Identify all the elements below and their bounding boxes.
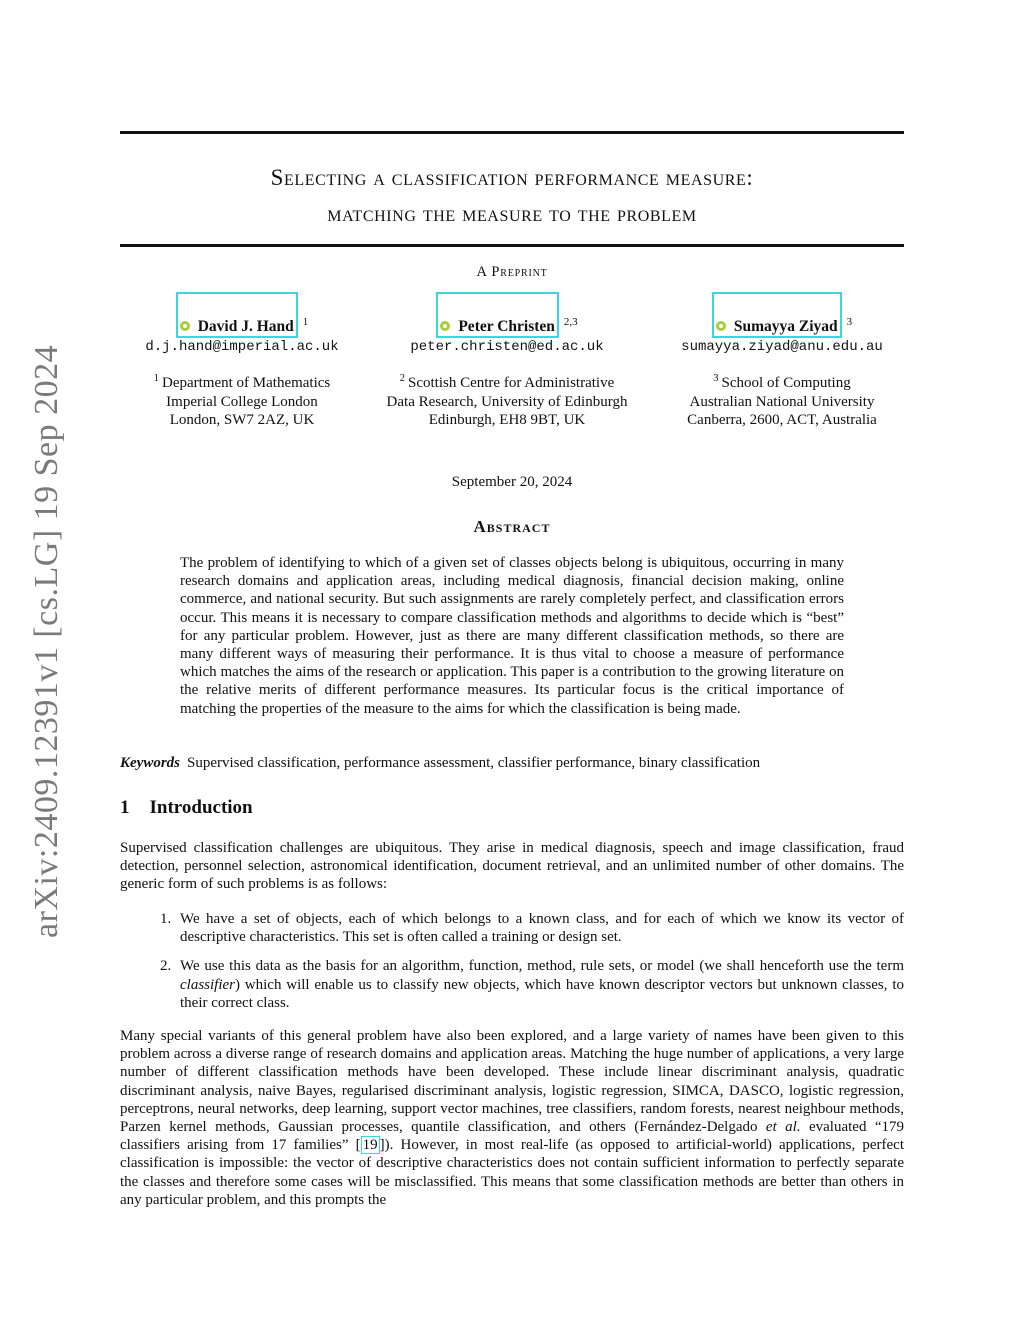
- list-item-emphasis: classifier: [180, 976, 235, 993]
- publication-date: September 20, 2024: [451, 474, 573, 490]
- keywords-label: Keywords: [120, 755, 180, 771]
- author-1-name: David J. Hand: [197, 318, 294, 335]
- list-item-text: We have a set of objects, each of which belongs to a known class, and for each of which we know its vector of descriptive characteristics. This set is often called a training or design set.: [180, 911, 904, 946]
- affiliation-1-sup: 1: [153, 373, 159, 384]
- section-heading-introduction: [120, 797, 253, 819]
- affiliation-3-line-2: Australian National University: [689, 393, 875, 410]
- abstract-text: The problem of identifying to which of a given set of classes objects belong is ubiquitous, occurring in many research domains and application areas, including medical diagnosis, financial decision making, online commerce, and national security. But such assignments are rarely completely perfect, and classification errors occur. This means it is necessary to compare classification methods and algorithms to decide which is “best” for any particular problem. However, just as there are many different classification methods, so there are many different ways of measuring their performance. It is thus vital to choose a measure of performance which matches the aims of the research or application. This paper is a contribution to the growing literature on the relative merits of different performance measures. Its particular focus is the critical importance of matching the properties of the measure to the aims for which the classification is being made.: [180, 555, 844, 717]
- citation-link-19[interactable]: 19: [362, 1137, 378, 1154]
- list-item-text-post: ) which will enable us to classify new objects, which have known descriptor vectors but unknown classes, to their correct class.: [180, 976, 904, 1011]
- list-item-number: 1.: [160, 911, 172, 927]
- affiliation-2-line-1: Scottish Centre for Administrative: [408, 375, 615, 391]
- author-2: [380, 292, 634, 355]
- paper-title: [120, 160, 904, 232]
- title-line-1: Selecting a classification performance measure:: [270, 165, 754, 190]
- para-2-pre: Many special variants of this general problem have also been explored, and a large variety of names have been given to this problem across a diverse range of research domains and application areas. Matching the huge number of applications, a very large number of different classification methods have been developed. These include linear discriminant analysis, quadratic discriminant analysis, naive Bayes, regularised discriminant analysis, logistic regression, SIMCA, DASCO, logistic regression, perceptrons, neural networks, deep learning, support vector machines, tree classifiers, random forests, nearest neighbour methods, Parzen kernel methods, Gaussian processes, quantile classification, and others (Fernández-Delgado: [120, 1028, 904, 1136]
- orcid-icon[interactable]: [716, 321, 726, 331]
- author-1-link[interactable]: [176, 292, 298, 338]
- para-2-mid: evaluated “179 classifiers arising from 17 families” [: [120, 1119, 905, 1154]
- orcid-icon[interactable]: [440, 321, 450, 331]
- affiliation-3-line-1: School of Computing: [721, 375, 851, 391]
- author-3: [660, 292, 904, 355]
- author-3-email[interactable]: sumayya.ziyad@anu.edu.au: [681, 339, 883, 355]
- keywords: [120, 754, 904, 772]
- author-2-link[interactable]: [436, 292, 559, 338]
- affiliation-2-sup: 2: [399, 373, 405, 384]
- affiliation-3-line-3: Canberra, 2600, ACT, Australia: [687, 412, 877, 428]
- affiliation-1-line-1: Department of Mathematics: [161, 375, 331, 391]
- title-line-2: matching the measure to the problem: [327, 201, 697, 226]
- affiliation-2-line-3: Edinburgh, EH8 9BT, UK: [428, 412, 586, 428]
- affiliation-1-line-2: Imperial College London: [166, 393, 318, 410]
- para-2-emphasis: et al.: [765, 1119, 801, 1136]
- list-item: [120, 910, 904, 946]
- arxiv-margin-identifier: arXiv:2409.12391v1 [cs.LG] 19 Sep 2024: [28, 344, 65, 938]
- preprint-label: A Preprint: [476, 264, 548, 280]
- intro-paragraph-2: [120, 1027, 904, 1209]
- top-rule: [120, 131, 904, 134]
- author-2-name: Peter Christen: [458, 318, 555, 335]
- author-1: [130, 292, 354, 355]
- affiliation-2: [364, 370, 650, 430]
- list-item-number: 2.: [160, 958, 172, 975]
- author-3-link[interactable]: [712, 292, 842, 338]
- author-2-sup: 2,3: [563, 315, 578, 328]
- list-item-text-pre: We use this data as the basis for an algorithm, function, method, rule sets, or model (we shall henceforth use the term: [180, 958, 904, 975]
- author-1-sup: 1: [302, 315, 309, 328]
- author-3-name: Sumayya Ziyad: [733, 318, 838, 335]
- section-number: 1: [120, 797, 130, 818]
- affiliation-3: [660, 370, 904, 430]
- abstract-heading: Abstract: [473, 517, 551, 536]
- affiliation-1-line-3: London, SW7 2AZ, UK: [169, 412, 315, 428]
- section-title: Introduction: [149, 797, 253, 818]
- title-bottom-rule: [120, 244, 904, 247]
- orcid-icon[interactable]: [180, 321, 190, 331]
- para-2-post: ]). However, in most real-life (as opposed to artificial-world) applications, perfect classification is impossible: the vector of descriptive characteristics does not contain sufficient information to perfectly separate the classes and therefore some cases will be misclassified. This means that some classification methods are better than others in any particular problem, and this prompts the: [120, 1137, 905, 1208]
- affiliation-2-line-2: Data Research, University of Edinburgh: [386, 393, 628, 410]
- author-1-email[interactable]: d.j.hand@imperial.ac.uk: [145, 339, 339, 355]
- author-3-sup: 3: [846, 315, 853, 328]
- affiliation-1: [130, 370, 354, 430]
- list-item: [120, 957, 904, 1012]
- intro-paragraph-1: Supervised classification challenges are ubiquitous. They arise in medical diagnosis, speech and image classification, fraud detection, personnel selection, astronomical identification, document retrieval, and an unlimited number of other domains. The generic form of such problems is as follows:: [120, 840, 904, 893]
- affiliation-3-sup: 3: [713, 373, 719, 384]
- numbered-list: [120, 910, 904, 1023]
- author-2-email[interactable]: peter.christen@ed.ac.uk: [410, 339, 604, 355]
- keywords-text: Supervised classification, performance assessment, classifier performance, binary classification: [187, 755, 761, 771]
